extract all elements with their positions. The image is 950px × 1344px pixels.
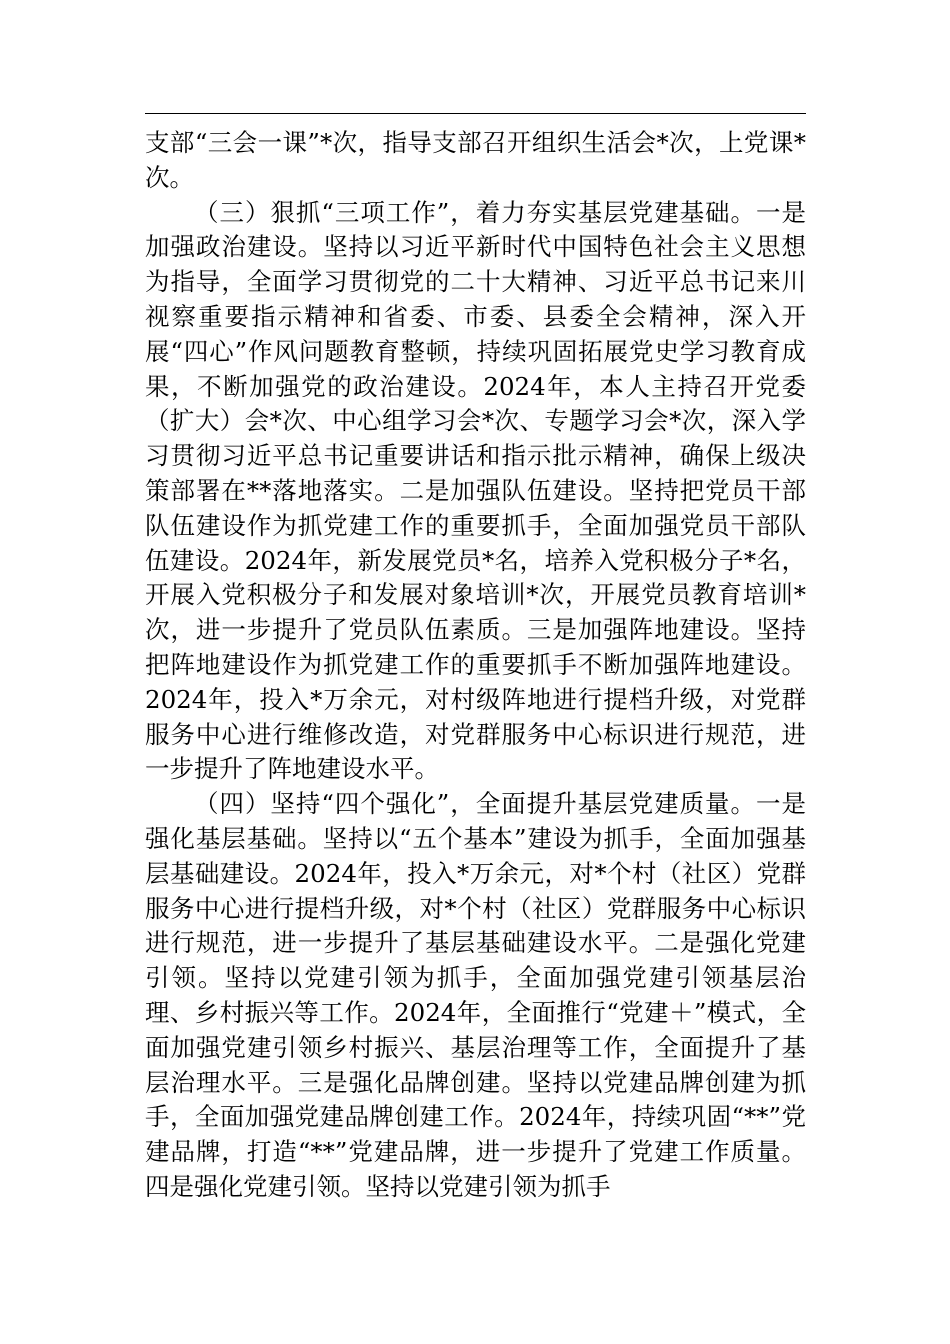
header-rule — [145, 113, 806, 114]
paragraph-section-four: （四）坚持“四个强化”，全面提升基层党建质量。一是强化基层基础。坚持以“五个基本”建设为抓手，全面加强基层基础建设。2024年，投入*万余元，对*个村（社区）党群服务中心进行提档升级，对*个村（社区）党群服务中心标识进行规范，进一步提升了基层基础建设水平。二是强化党建引领。坚持以党建引领为抓手，全面加强党建引领基层治理、乡村振兴等工作。2024年，全面推行“党建＋”模式，全面加强党建引领乡村振兴、基层治理等工作，全面提升了基层治理水平。三是强化品牌创建。坚持以党建品牌创建为抓手，全面加强党建品牌创建工作。2024年，持续巩固“**”党建品牌，打造“**”党建品牌，进一步提升了党建工作质量。四是强化党建引领。坚持以党建引领为抓手 — [145, 789, 806, 1201]
paragraph-section-three: （三）狠抓“三项工作”，着力夯实基层党建基础。一是加强政治建设。坚持以习近平新时代中国特色社会主义思想为指导，全面学习贯彻党的二十大精神、习近平总书记来川视察重要指示精神和省委、市委、县委全会精神，深入开展“四心”作风问题教育整顿，持续巩固拓展党史学习教育成果，不断加强党的政治建设。2024年，本人主持召开党委（扩大）会*次、中心组学习会*次、专题学习会*次，深入学习贯彻习近平总书记重要讲话和指示批示精神，确保上级决策部署在**落地落实。二是加强队伍建设。坚持把党员干部队伍建设作为抓党建工作的重要抓手，全面加强党员干部队伍建设。2024年，新发展党员*名，培养入党积极分子*名，开展入党积极分子和发展对象培训*次，开展党员教育培训*次，进一步提升了党员队伍素质。三是加强阵地建设。坚持把阵地建设作为抓党建工作的重要抓手不断加强阵地建设。2024年，投入*万余元，对村级阵地进行提档升级，对党群服务中心进行维修改造，对党群服务中心标识进行规范，进一步提升了阵地建设水平。 — [145, 197, 806, 784]
paragraph-continuation: 支部“三会一课”*次，指导支部召开组织生活会*次，上党课*次。 — [145, 128, 806, 192]
document-body — [145, 126, 806, 1205]
